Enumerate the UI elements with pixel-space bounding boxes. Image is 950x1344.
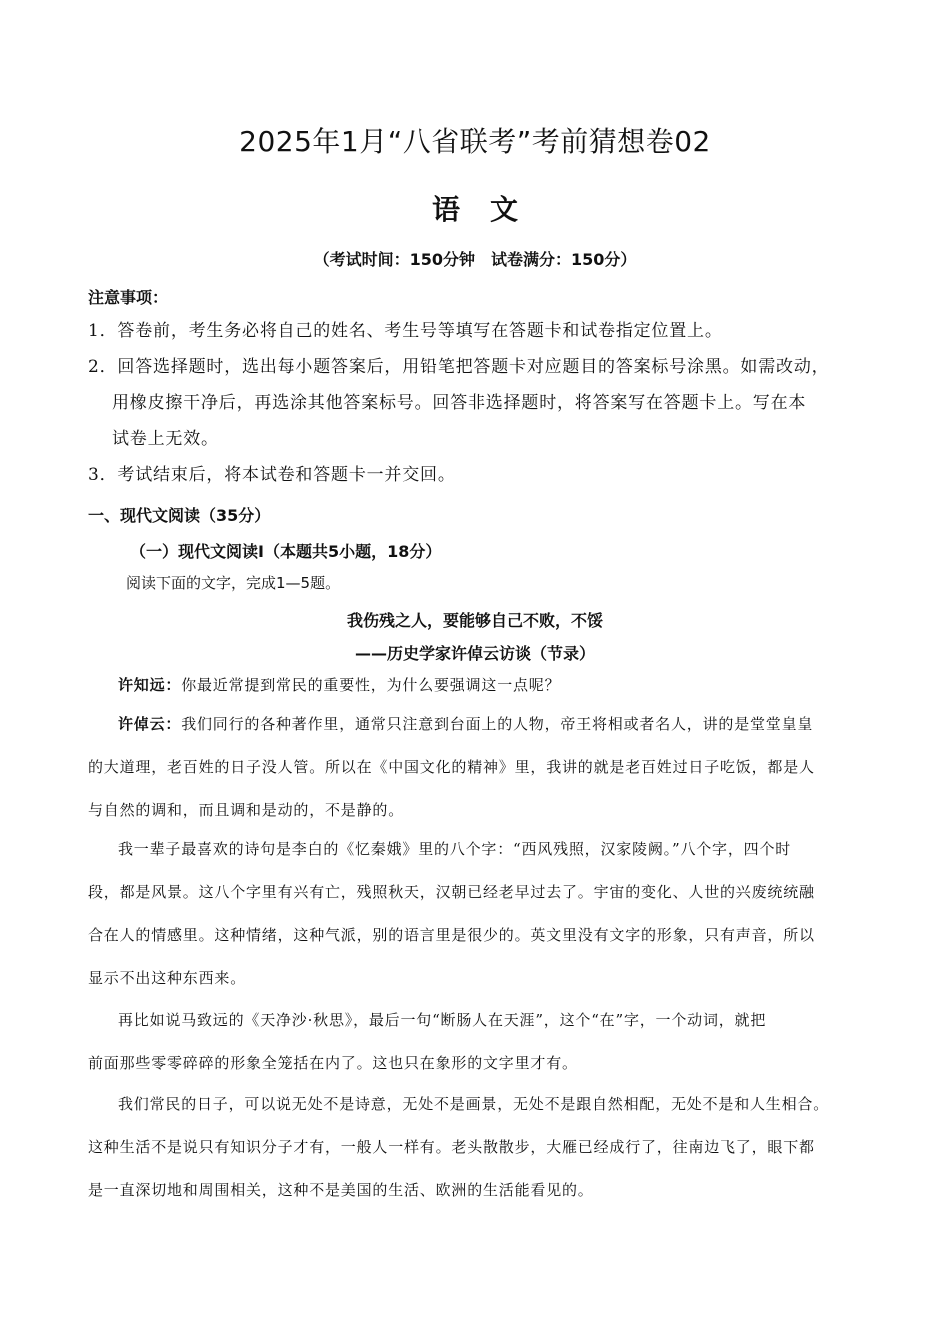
notice-item-1 — [88, 313, 888, 349]
paragraph-line: 的大道理，老百姓的日子没人管。所以在《中国文化的精神》里，我讲的就是老百姓过日子吃饭，都是人 — [88, 758, 815, 776]
paragraph-line: 再比如说马致远的《天净沙·秋思》，最后一句“断肠人在天涯”，这个“在”字，一个动词，就把 — [118, 1011, 767, 1029]
notice-item-text: 考试结束后，将本试卷和答题卡一并交回。 — [117, 465, 456, 485]
subject-title: 语文 — [431, 193, 548, 226]
article-paragraph — [88, 1083, 868, 1212]
article-title: 我伤残之人，要能够自己不败，不馁 — [346, 611, 603, 630]
article-paragraph — [88, 999, 868, 1085]
notice-heading: 注意事项： — [88, 288, 169, 307]
reading-instruction: 阅读下面的文字，完成1—5题。 — [126, 574, 341, 592]
paragraph-line: 前面那些零零碎碎的形象全笼括在内了。这也只在象形的文字里才有。 — [88, 1054, 578, 1072]
notice-item-number: 3． — [88, 465, 118, 485]
paragraph-text: 我们同行的各种著作里，通常只注意到台面上的人物，帝王将相或者名人，讲的是堂堂皇皇 — [181, 715, 814, 733]
paragraph-line: 显示不出这种东西来。 — [88, 969, 247, 987]
article-paragraph — [88, 664, 868, 707]
paragraph-line: 是一直深切地和周围相关，这种不是美国的生活、欧洲的生活能看见的。 — [88, 1181, 594, 1199]
paragraph-line: 我们常民的日子，可以说无处不是诗意，无处不是画景，无处不是跟自然相配，无处不是和人生相合。 — [118, 1095, 830, 1113]
notice-item-number: 1． — [88, 321, 118, 341]
speaker-name: 许倬云： — [118, 715, 182, 733]
article-subtitle: ——历史学家许倬云访谈（节录） — [354, 644, 595, 663]
notice-item-text: 试卷上无效。 — [112, 429, 219, 449]
exam-info: （考试时间：150分钟 试卷满分：150分） — [313, 250, 637, 269]
paragraph-line: 这种生活不是说只有知识分子才有，一般人一样有。老头散散步，大雁已经成行了，往南边飞了，眼下都 — [88, 1138, 815, 1156]
paragraph-line: 合在人的情感里。这种情绪，这种气派，别的语言里是很少的。英文里没有文字的形象，只有声音，所以 — [88, 926, 815, 944]
section-heading: 一、现代文阅读（35分） — [88, 506, 271, 525]
paragraph-line: 段，都是风景。这八个字里有兴有亡，残照秋天，汉朝已经老早过去了。宇宙的变化、人世的兴废统统融 — [88, 883, 815, 901]
sub-section-heading: （一）现代文阅读Ⅰ（本题共5小题，18分） — [130, 542, 442, 561]
paragraph-line — [88, 664, 868, 707]
notice-item-2 — [88, 349, 888, 457]
article-paragraph — [88, 703, 868, 832]
notice-item-3 — [88, 457, 888, 493]
notice-item-text: 用橡皮擦干净后，再选涂其他答案标号。回答非选择题时，将答案写在答题卡上。写在本 — [112, 393, 807, 413]
paragraph-text: 你最近常提到常民的重要性，为什么要强调这一点呢？ — [181, 676, 561, 694]
paragraph-line: 与自然的调和，而且调和是动的，不是静的。 — [88, 801, 405, 819]
paragraph-line: 我一辈子最喜欢的诗句是李白的《忆秦娥》里的八个字：“西风残照，汉家陵阙。”八个字，四个时 — [118, 840, 792, 858]
notice-item-text: 回答选择题时，选出每小题答案后，用铅笔把答题卡对应题目的答案标号涂黑。如需改动， — [117, 357, 830, 377]
notice-item-text: 答卷前，考生务必将自己的姓名、考生号等填写在答题卡和试卷指定位置上。 — [117, 321, 723, 341]
article-paragraph — [88, 828, 868, 1000]
speaker-name: 许知远： — [118, 676, 182, 694]
exam-title: 2025年1月“八省联考”考前猜想卷02 — [239, 125, 711, 158]
notice-item-number: 2． — [88, 357, 118, 377]
paragraph-line — [88, 703, 868, 746]
